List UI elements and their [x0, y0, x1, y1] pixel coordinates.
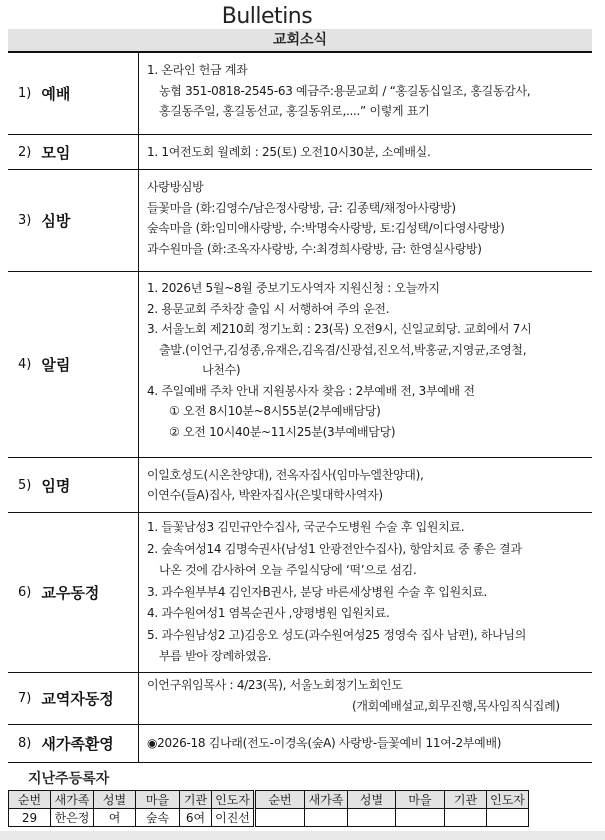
- section-title: 알림: [41, 356, 71, 374]
- section-content: [138, 170, 592, 271]
- section-appointments: [8, 458, 592, 513]
- section-worship: [8, 53, 592, 135]
- text-line: 사랑방심방: [147, 180, 204, 194]
- section-content: [138, 272, 592, 457]
- header-cell: 기관: [445, 791, 487, 809]
- header-cell: 성별: [94, 791, 136, 809]
- section-title: 교우동정: [41, 584, 100, 602]
- table-cell: [348, 809, 396, 827]
- table-cell: 29: [9, 809, 51, 827]
- text-line: 들꽃마을 (화:김영수/남은정사랑방, 금: 김종택/채정아사랑방): [147, 200, 456, 215]
- header-cell: 새가족: [51, 791, 94, 809]
- section-pastor-news: [8, 673, 592, 725]
- text-line: 농협 351-0818-2545-63 예금주:용문교회 / “홍길동십일조, 홍길동감사,: [159, 83, 531, 98]
- section-title: 임명: [41, 476, 71, 495]
- text-line: 숲속마을 (화:임미애사랑방, 수:박명숙사랑방, 토:김성택/이다영사랑방): [147, 221, 505, 235]
- header-cell: 성별: [348, 791, 396, 809]
- text-line: 부름 받아 장례하였음.: [159, 649, 272, 663]
- header-cell: 순번: [255, 791, 305, 809]
- section-title: 새가족환영: [41, 735, 114, 753]
- table-cell: [445, 809, 487, 827]
- section-number: 1): [18, 86, 32, 101]
- page-title: Bulletins: [221, 4, 313, 29]
- text-line: 이언구위임목사 : 4/23(목), 서울노회정기노회인도: [147, 678, 403, 692]
- section-new-family: [8, 725, 592, 763]
- header-cell: 순번: [9, 791, 51, 809]
- section-title: 심방: [41, 212, 71, 230]
- header-cell: 마을: [136, 791, 180, 809]
- header-cell: 새가족: [305, 791, 348, 809]
- section-member-news: [8, 513, 592, 673]
- section-number: 2): [18, 144, 32, 160]
- section-label: [8, 135, 138, 169]
- table-cell: [396, 809, 445, 827]
- table-cell: 이진선: [212, 809, 255, 827]
- section-meeting: [8, 135, 592, 170]
- section-label: [8, 458, 138, 512]
- header-cell: 기관: [180, 791, 212, 809]
- text-line: 2. 숲속여성14 김명숙권사(남성1 안광전안수집사), 항암치료 중 좋은 결과: [147, 541, 522, 556]
- registrants-table: [8, 790, 529, 827]
- text-line: 3. 과수원부부4 김인자B권사, 분당 바른세상병원 수술 후 입원치료.: [147, 584, 488, 599]
- section-number: 3): [18, 213, 32, 228]
- section-number: 7): [18, 691, 32, 706]
- section-content: [138, 458, 592, 512]
- registrants-title: 지난주등록자: [28, 771, 110, 787]
- text-line: 나온 것에 감사하여 오늘 주일식당에 ‘떡’으로 섬김.: [159, 563, 417, 577]
- text-line: 1. 들꽃남성3 김민규안수집사, 국군수도병원 수술 후 입원치료.: [147, 520, 465, 534]
- section-label: [8, 673, 138, 724]
- text-line: 과수원마을 (화:조옥자사랑방, 수:최경희사랑방, 금: 한영실사랑방): [147, 241, 482, 256]
- text-line: 3. 서울노회 제210회 정기노회 : 23(목) 오전9시, 신일교회당. 교회에서 7시: [147, 322, 532, 336]
- footer-band: [0, 831, 605, 840]
- text-line: ◉2026-18 김나래(전도-이경옥(숲A) 사랑방-들꽃예비 11여-2부예배): [147, 736, 502, 751]
- section-header: 교회소식: [8, 29, 592, 53]
- text-line: ② 오전 10시40분~11시25분(3부예배담당): [169, 424, 396, 439]
- text-line: 5. 과수원남성2 고)김응오 성도(과수원여성25 정영숙 집사 남편), 하나님의: [147, 627, 527, 642]
- text-line: 나천수): [202, 363, 241, 377]
- text-line: 출발.(이언구,김성종,유재은,김옥겸/신광섭,진오석,박홍균,지영균,조영철,: [159, 342, 527, 357]
- section-number: 4): [18, 357, 32, 372]
- section-title: 교역자동정: [41, 690, 114, 708]
- section-announcements: [8, 272, 592, 458]
- section-number: 8): [18, 736, 32, 751]
- section-content: [138, 673, 592, 724]
- table-cell: 숲속: [136, 809, 180, 827]
- text-line: 1. 1여전도회 월례회 : 25(토) 오전10시30분, 소예배실.: [147, 144, 431, 159]
- header-cell: 인도자: [212, 791, 255, 809]
- header-cell: 인도자: [487, 791, 529, 809]
- header-cell: 마을: [396, 791, 445, 809]
- text-line: 홍길동주일, 홍길동선교, 홍길동위로,....” 이렇게 표기: [159, 104, 430, 118]
- section-content: [138, 513, 592, 672]
- section-number: 6): [18, 585, 32, 600]
- table-cell: [305, 809, 348, 827]
- table-cell: [255, 809, 305, 827]
- text-line: 1. 온라인 헌금 계좌: [147, 63, 248, 77]
- table-cell: 6여: [180, 809, 212, 827]
- text-line: ① 오전 8시10분~8시55분(2부예배담당): [169, 404, 381, 418]
- text-line: (개회예배설교,회무진행,목사임직식집례): [352, 698, 560, 713]
- section-visitation: [8, 170, 592, 272]
- section-label: [8, 725, 138, 762]
- section-title: 모임: [41, 143, 71, 162]
- text-line: 4. 과수원여성1 염복순권사 ,양평병원 입원치료.: [147, 606, 390, 620]
- section-content: [138, 135, 592, 169]
- text-line: 4. 주일예배 주차 안내 지원봉사자 찾음 : 2부예배 전, 3부예배 전: [147, 383, 475, 398]
- section-content: [138, 725, 592, 762]
- section-title: 예배: [41, 85, 71, 103]
- text-line: 이연수(들A)집사, 박완자집사(은빛대학사역자): [147, 488, 383, 502]
- text-line: 1. 2026년 5월~8월 중보기도사역자 지원신청 : 오늘까지: [147, 281, 440, 295]
- table-cell: [487, 809, 529, 827]
- table-row: [9, 809, 529, 827]
- section-label: [8, 53, 138, 134]
- text-line: 이일호성도(시온찬양대), 전옥자집사(임마누엘찬양대),: [147, 467, 424, 482]
- section-content: [138, 53, 592, 134]
- text-line: 2. 용문교회 주차장 출입 시 서행하여 주의 운전.: [147, 301, 390, 316]
- section-label: [8, 513, 138, 672]
- section-label: [8, 170, 138, 271]
- table-cell: 여: [94, 809, 136, 827]
- section-label: [8, 272, 138, 457]
- section-number: 5): [18, 477, 32, 493]
- table-cell: 한은정: [51, 809, 94, 827]
- table-header-row: [9, 791, 529, 809]
